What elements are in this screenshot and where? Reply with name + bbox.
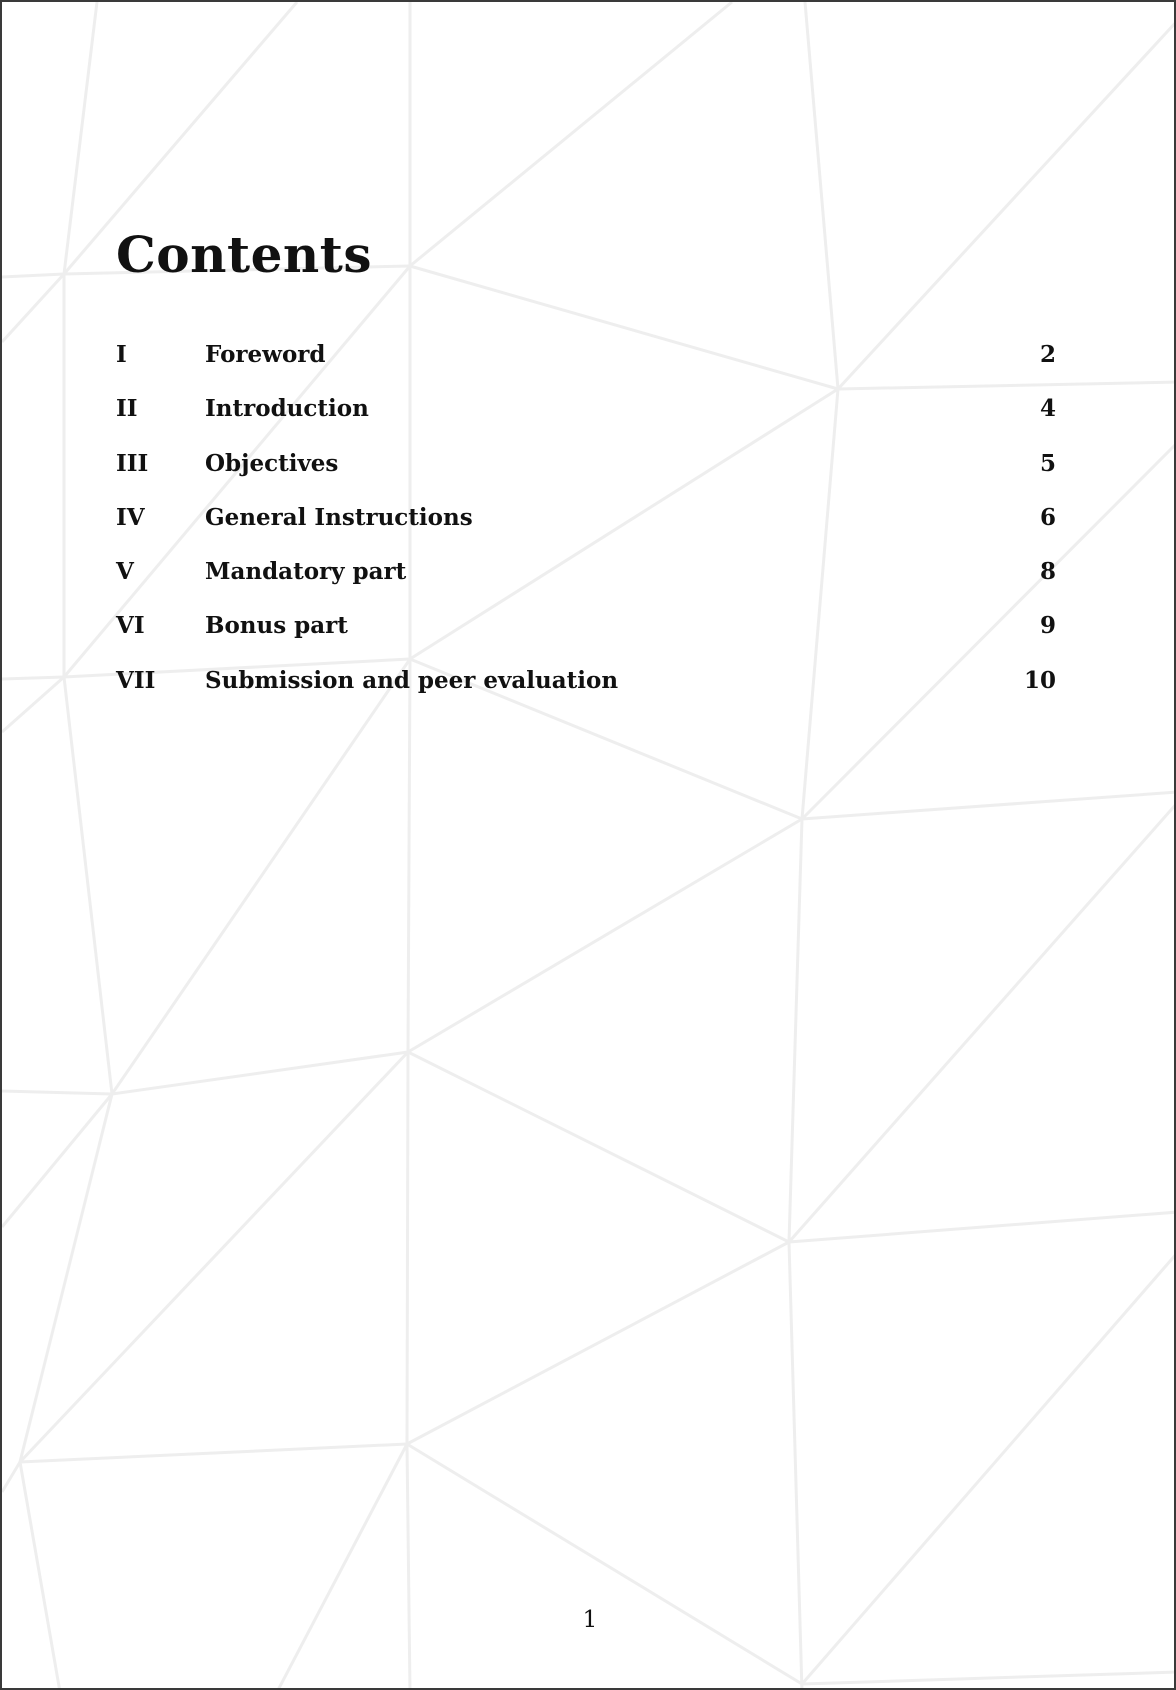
toc-entry-page-number[interactable]: 2 (1039, 341, 1056, 368)
toc-entry-page-number[interactable]: 8 (1039, 558, 1056, 586)
toc-entry-foreword[interactable] (116, 328, 1056, 382)
toc-entry-title[interactable]: Bonus part (205, 612, 348, 640)
toc-entry-page-number[interactable]: 6 (1039, 503, 1056, 531)
toc-entry-title[interactable]: Submission and peer evaluation (205, 666, 619, 694)
toc-entry-numeral: VII (116, 666, 156, 694)
toc-entry-numeral: I (116, 341, 127, 368)
toc-entry-page-number[interactable]: 9 (1039, 612, 1056, 640)
toc-entry-submission-and-peer-evaluation[interactable] (116, 654, 1056, 708)
toc-entry-general-instructions[interactable] (116, 491, 1056, 545)
toc-entry-mandatory-part[interactable] (116, 545, 1056, 599)
table-of-contents (116, 328, 1056, 708)
toc-entry-objectives[interactable] (116, 437, 1056, 491)
toc-entry-numeral: IV (116, 503, 145, 531)
contents-heading: Contents (116, 225, 373, 284)
toc-entry-bonus-part[interactable] (116, 599, 1056, 653)
toc-entry-page-number[interactable]: 4 (1039, 395, 1056, 423)
toc-entry-title[interactable]: General Instructions (205, 503, 473, 531)
toc-entry-title[interactable]: Introduction (205, 395, 369, 423)
toc-entry-numeral: VI (116, 612, 145, 640)
page-number: 1 (582, 1607, 598, 1633)
toc-entry-numeral: V (116, 558, 134, 586)
toc-entry-page-number[interactable]: 10 (1023, 666, 1056, 694)
toc-entry-page-number[interactable]: 5 (1039, 449, 1056, 477)
toc-entry-numeral: II (116, 395, 138, 423)
toc-entry-title[interactable]: Mandatory part (205, 558, 407, 586)
toc-entry-title[interactable]: Objectives (205, 449, 339, 477)
toc-entry-introduction[interactable] (116, 382, 1056, 436)
toc-entry-title[interactable]: Foreword (205, 341, 326, 368)
toc-entry-numeral: III (116, 449, 149, 477)
